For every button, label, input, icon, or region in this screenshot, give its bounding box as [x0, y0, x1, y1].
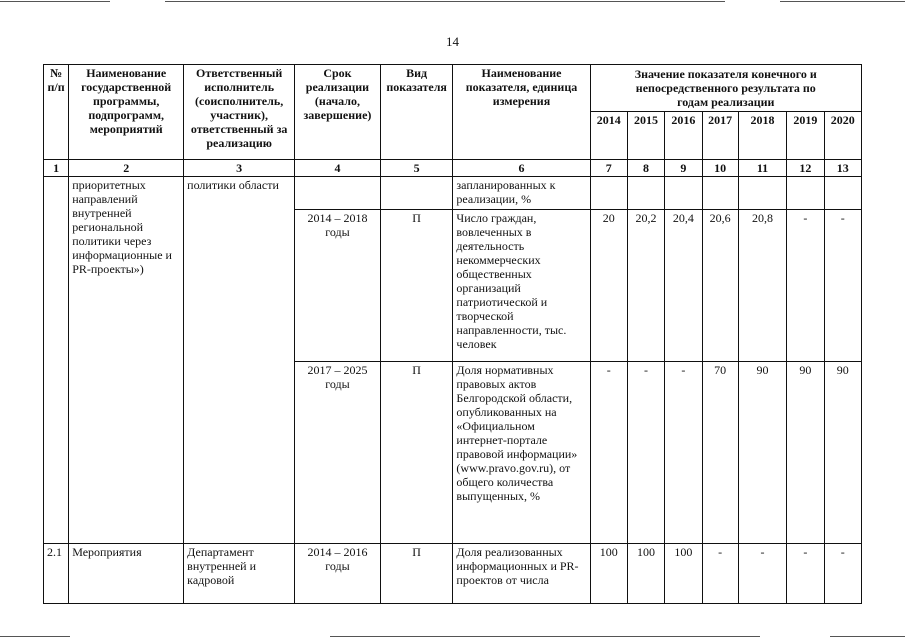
cell-type: П: [380, 544, 453, 604]
header-row-main: [44, 65, 862, 112]
cell-value: [824, 177, 861, 210]
column-number: 2: [69, 160, 184, 177]
cell-type: П: [380, 362, 453, 544]
header-term: Срок реализации (начало, завершение): [295, 65, 381, 160]
cell-value: 20,4: [665, 210, 702, 362]
header-year-2014: 2014: [590, 112, 627, 160]
column-number: 13: [824, 160, 861, 177]
header-year-2015: 2015: [627, 112, 664, 160]
table-row: [44, 177, 862, 210]
cell-value: 70: [702, 362, 738, 544]
cell-value: [702, 177, 738, 210]
top-edge-line-3: [780, 1, 905, 2]
column-number: 6: [453, 160, 590, 177]
column-number: 3: [184, 160, 295, 177]
cell-type: [380, 177, 453, 210]
top-edge-line-1: [0, 1, 110, 2]
cell-value: -: [824, 544, 861, 604]
cell-value: 20: [590, 210, 627, 362]
cell-value: -: [824, 210, 861, 362]
cell-term: 2017 – 2025 годы: [295, 362, 381, 544]
header-responsible: Ответственный исполнитель (соисполнитель, участник), ответственный за реализацию: [184, 65, 295, 160]
column-number: 1: [44, 160, 69, 177]
cell-no: 2.1: [44, 544, 69, 604]
header-no: № п/п: [44, 65, 69, 160]
cell-program-name: Мероприятия: [69, 544, 184, 604]
cell-value: 90: [787, 362, 824, 544]
cell-indicator: Доля реализованных информационных и PR-проектов от числа: [453, 544, 590, 604]
cell-term: 2014 – 2018 годы: [295, 210, 381, 362]
cell-value: -: [787, 210, 824, 362]
column-number: 11: [738, 160, 786, 177]
indicator-table: [43, 64, 862, 604]
cell-indicator: Доля нормативных правовых актов Белгородской области, опубликованных на «Официальном интернет-портале правовой информации» (www.pravo.gov.ru), от общего количества выпущенных, %: [453, 362, 590, 544]
table-row: [44, 544, 862, 604]
cell-value: 100: [665, 544, 702, 604]
cell-type: П: [380, 210, 453, 362]
top-edge-line-2: [165, 1, 725, 2]
bottom-edge-line-2: [330, 636, 760, 637]
cell-value: 100: [627, 544, 664, 604]
column-number: 10: [702, 160, 738, 177]
cell-value: -: [787, 544, 824, 604]
column-number-row: [44, 160, 862, 177]
header-year-2020: 2020: [824, 112, 861, 160]
header-name: Наименование государственной программы, подпрограмм, мероприятий: [69, 65, 184, 160]
cell-value: -: [702, 544, 738, 604]
bottom-edge-line-3: [830, 636, 905, 637]
cell-value: -: [665, 362, 702, 544]
cell-term: [295, 177, 381, 210]
cell-indicator: запланированных к реализации, %: [453, 177, 590, 210]
cell-value: [590, 177, 627, 210]
header-indicator: Наименование показателя, единица измерения: [453, 65, 590, 160]
cell-value: 20,6: [702, 210, 738, 362]
header-year-2017: 2017: [702, 112, 738, 160]
cell-value: -: [738, 544, 786, 604]
cell-value: [787, 177, 824, 210]
column-number: 12: [787, 160, 824, 177]
cell-value: 90: [824, 362, 861, 544]
cell-term: 2014 – 2016 годы: [295, 544, 381, 604]
column-number: 8: [627, 160, 664, 177]
cell-value: 20,2: [627, 210, 664, 362]
bottom-edge-line-1: [0, 636, 70, 637]
cell-responsible: политики области: [184, 177, 295, 544]
cell-value: -: [590, 362, 627, 544]
header-year-2018: 2018: [738, 112, 786, 160]
header-year-2019: 2019: [787, 112, 824, 160]
header-type: Вид показателя: [380, 65, 453, 160]
cell-value: -: [627, 362, 664, 544]
cell-value: [665, 177, 702, 210]
cell-value: 100: [590, 544, 627, 604]
cell-value: 20,8: [738, 210, 786, 362]
cell-program-name: приоритетных направлений внутренней региональной политики через информационные и PR-проекты»): [69, 177, 184, 544]
cell-indicator: Число граждан, вовлеченных в деятельность некоммерческих общественных организаций патриотической и творческой направленности, тыс. человек: [453, 210, 590, 362]
cell-value: 90: [738, 362, 786, 544]
column-number: 5: [380, 160, 453, 177]
column-number: 4: [295, 160, 381, 177]
cell-value: [738, 177, 786, 210]
column-number: 7: [590, 160, 627, 177]
header-values-group: Значение показателя конечного и непосредственного результата по годам реализации: [590, 65, 861, 112]
cell-responsible: Департамент внутренней и кадровой: [184, 544, 295, 604]
cell-no: [44, 177, 69, 544]
column-number: 9: [665, 160, 702, 177]
page-number: 14: [446, 34, 459, 49]
cell-value: [627, 177, 664, 210]
header-year-2016: 2016: [665, 112, 702, 160]
